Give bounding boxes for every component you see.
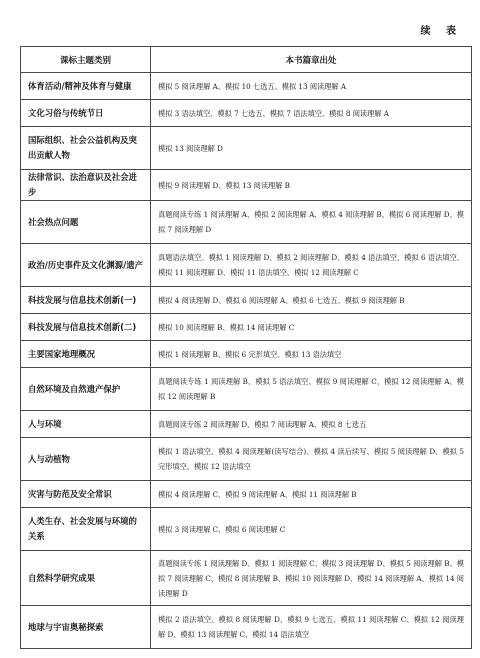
source-cell: 模拟 4 阅读理解 D、模拟 6 阅读理解 A、模拟 6 七选五、模拟 9 阅读理解 B xyxy=(151,287,472,314)
source-cell: 模拟 3 语法填空、模拟 7 七选五、模拟 7 语法填空、模拟 8 阅读理解 A xyxy=(151,100,472,127)
source-cell: 真题阅读专练 1 阅读理解 B、模拟 5 语法填空、模拟 9 阅读理解 C、模拟 12 阅读理解 A、模拟 12 阅读理解 B xyxy=(151,368,472,411)
source-cell: 模拟 3 阅读理解 C、模拟 6 阅读理解 C xyxy=(151,508,472,551)
topic-cell: 地球与宇宙奥秘探索 xyxy=(21,606,151,649)
continued-label: 续 表 xyxy=(420,26,462,37)
table-row xyxy=(21,170,472,201)
topic-cell: 文化习俗与传统节日 xyxy=(21,100,151,127)
table-row xyxy=(21,481,472,508)
topic-cell: 法律常识、法治意识及社会进步 xyxy=(21,170,151,201)
table-row xyxy=(21,314,472,341)
table-row xyxy=(21,606,472,649)
header-topic-category: 课标主题类别 xyxy=(21,47,151,73)
table-row xyxy=(21,244,472,287)
table-row xyxy=(21,411,472,438)
topic-cell: 自然科学研究成果 xyxy=(21,551,151,606)
topic-cell: 政治/历史事件及文化渊源/遗产 xyxy=(21,244,151,287)
table-row xyxy=(21,201,472,244)
source-cell: 模拟 10 阅读理解 B、模拟 14 阅读理解 C xyxy=(151,314,472,341)
topic-cell: 人与环境 xyxy=(21,411,151,438)
topic-source-table xyxy=(20,46,472,649)
source-cell: 真题阅读专练 2 阅读理解 D、模拟 7 阅读理解 A、模拟 8 七选五 xyxy=(151,411,472,438)
source-cell: 真题语法填空、模拟 1 阅读理解 D、模拟 2 阅读理解 D、模拟 4 语法填空、模拟 6 语法填空、模拟 11 阅读理解 D、模拟 11 语法填空、模拟 12 阅读理解 C xyxy=(151,244,472,287)
table-row xyxy=(21,341,472,368)
table-row xyxy=(21,368,472,411)
topic-cell: 科技发展与信息技术创新(二) xyxy=(21,314,151,341)
header-source-chapter: 本书篇章出处 xyxy=(151,47,472,73)
topic-cell: 主要国家地理概况 xyxy=(21,341,151,368)
source-cell: 真题阅读专练 1 阅读理解 D、模拟 1 阅读理解 C、模拟 3 阅读理解 D、模拟 5 阅读理解 B、模拟 7 阅读理解 C、模拟 8 阅读理解 B、模拟 10 阅读理解 D、模拟 14 阅读理解 A、模拟 14 阅读理解 D xyxy=(151,551,472,606)
topic-cell: 社会热点问题 xyxy=(21,201,151,244)
table-row xyxy=(21,127,472,170)
source-cell: 真题阅读专练 1 阅读理解 A、模拟 2 阅读理解 A、模拟 4 阅读理解 B、模拟 6 阅读理解 D、模拟 7 阅读理解 D xyxy=(151,201,472,244)
topic-cell: 体育活动/精神及体育与健康 xyxy=(21,73,151,100)
source-cell: 模拟 2 语法填空、模拟 8 阅读理解 D、模拟 9 七选五、模拟 11 阅读理解 C、模拟 12 阅读理解 D、模拟 13 阅读理解 C、模拟 14 语法填空 xyxy=(151,606,472,649)
table-row xyxy=(21,287,472,314)
source-cell: 模拟 13 阅读理解 D xyxy=(151,127,472,170)
topic-cell: 灾害与防范及安全常识 xyxy=(21,481,151,508)
topic-cell: 人与动植物 xyxy=(21,438,151,481)
table-row xyxy=(21,508,472,551)
source-cell: 模拟 1 阅读理解 B、模拟 6 完形填空、模拟 13 语法填空 xyxy=(151,341,472,368)
table-row xyxy=(21,73,472,100)
topic-cell: 人类生存、社会发展与环境的关系 xyxy=(21,508,151,551)
topic-cell: 科技发展与信息技术创新(一) xyxy=(21,287,151,314)
table-row xyxy=(21,551,472,606)
topic-cell: 国际组织、社会公益机构及突出贡献人物 xyxy=(21,127,151,170)
table-row xyxy=(21,438,472,481)
table-row xyxy=(21,100,472,127)
source-cell: 模拟 5 阅读理解 A、模拟 10 七选五、模拟 13 阅读理解 A xyxy=(151,73,472,100)
source-cell: 模拟 9 阅读理解 D、模拟 13 阅读理解 B xyxy=(151,170,472,201)
source-cell: 模拟 4 阅读理解 C、模拟 9 阅读理解 A、模拟 11 阅读理解 B xyxy=(151,481,472,508)
topic-cell: 自然环境及自然遗产保护 xyxy=(21,368,151,411)
source-cell: 模拟 1 语法填空、模拟 4 阅读理解(读写结合)、模拟 4 读后续写、模拟 5 阅读理解 D、模拟 5 完形填空、模拟 12 语法填空 xyxy=(151,438,472,481)
table-header-row xyxy=(21,47,472,73)
